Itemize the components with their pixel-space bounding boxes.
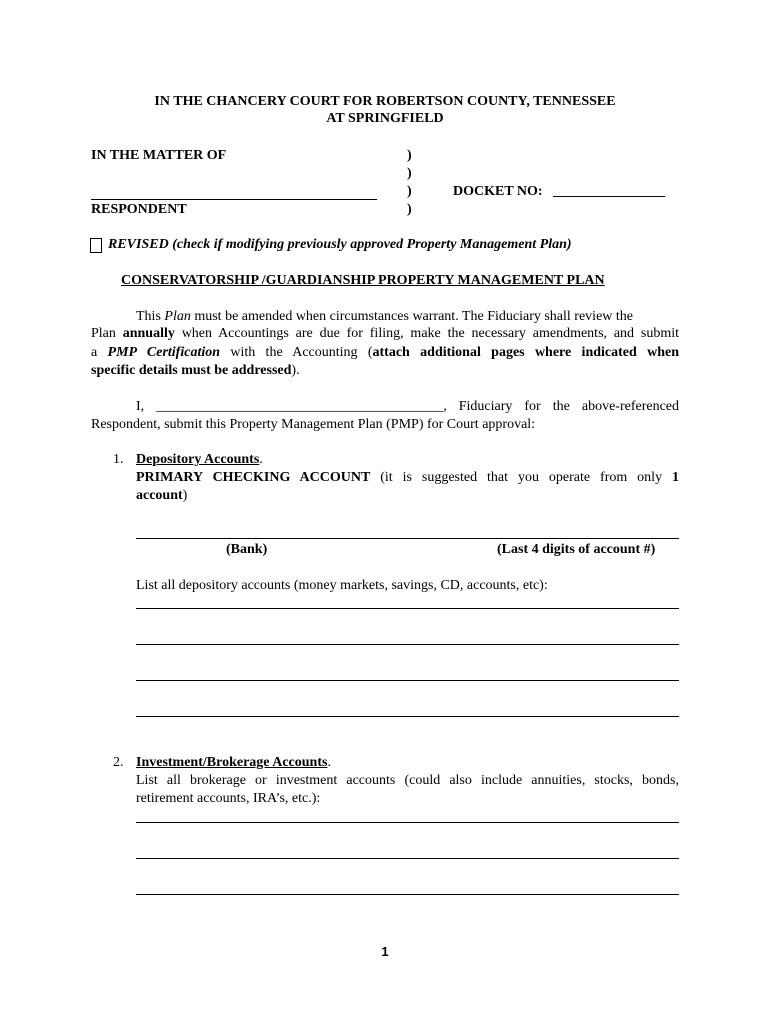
- fiduciary-line1: I, _________________________________________, Fiduciary for the above-referenced: [136, 399, 680, 414]
- court-title-line1: IN THE CHANCERY COURT FOR ROBERTSON COUNTY, TENNESSEE: [154, 94, 616, 109]
- section1-heading-wrap: Depository Accounts.: [136, 452, 263, 467]
- page-number: 1: [381, 944, 389, 959]
- revised-label: REVISED (check if modifying previously approved Property Management Plan): [108, 237, 572, 252]
- matter-name-line[interactable]: [91, 199, 377, 200]
- bank-account-line[interactable]: [136, 538, 679, 539]
- caption-paren-3: ): [407, 184, 412, 199]
- docket-label: DOCKET NO:: [453, 184, 543, 199]
- depository-line-3[interactable]: [136, 680, 679, 681]
- section2-heading: Investment/Brokerage Accounts: [136, 755, 328, 770]
- respondent-label: RESPONDENT: [91, 202, 187, 217]
- depository-line-4[interactable]: [136, 716, 679, 717]
- section1-heading: Depository Accounts: [136, 452, 260, 467]
- brokerage-instruction-line1: List all brokerage or investment accounts (could also include annuities, stocks, bonds,: [136, 773, 679, 788]
- plan-emphasis: Plan: [164, 309, 191, 324]
- account-digits-label: (Last 4 digits of account #): [497, 542, 656, 557]
- court-title-line2: AT SPRINGFIELD: [326, 111, 444, 126]
- caption-paren-2: ): [407, 166, 412, 181]
- caption-paren-4: ): [407, 202, 412, 217]
- intro-line1: This Plan must be amended when circumstances warrant. The Fiduciary shall review the: [136, 309, 633, 324]
- intro-line4: specific details must be addressed).: [91, 363, 300, 378]
- brokerage-instruction-line2: retirement accounts, IRA’s, etc.):: [136, 791, 321, 806]
- depository-line-1[interactable]: [136, 608, 679, 609]
- docket-number-blank[interactable]: ________________: [553, 184, 665, 199]
- brokerage-line-2[interactable]: [136, 858, 679, 859]
- revised-checkbox[interactable]: [90, 238, 102, 253]
- section2-heading-wrap: Investment/Brokerage Accounts.: [136, 755, 331, 770]
- brokerage-line-3[interactable]: [136, 894, 679, 895]
- depository-line-2[interactable]: [136, 644, 679, 645]
- plan-title: CONSERVATORSHIP /GUARDIANSHIP PROPERTY MANAGEMENT PLAN: [121, 273, 605, 288]
- intro-line3: a PMP Certification with the Accounting (attach additional pages where indicated when: [91, 345, 679, 360]
- intro-line2: Plan annually when Accountings are due for filing, make the necessary amendments, and submit: [91, 326, 679, 341]
- section2-number: 2.: [113, 755, 124, 770]
- primary-checking-line2: account): [136, 488, 188, 503]
- matter-label: IN THE MATTER OF: [91, 148, 227, 163]
- section1-number: 1.: [113, 452, 124, 467]
- caption-paren-1: ): [407, 148, 412, 163]
- bank-label: (Bank): [226, 542, 268, 557]
- fiduciary-line2: Respondent, submit this Property Management Plan (PMP) for Court approval:: [91, 417, 536, 432]
- depository-list-instruction: List all depository accounts (money markets, savings, CD, accounts, etc):: [136, 578, 548, 593]
- primary-checking-line1: PRIMARY CHECKING ACCOUNT (it is suggested that you operate from only 1: [136, 470, 680, 485]
- brokerage-line-1[interactable]: [136, 822, 679, 823]
- fiduciary-name-blank[interactable]: _________________________________________: [156, 399, 444, 414]
